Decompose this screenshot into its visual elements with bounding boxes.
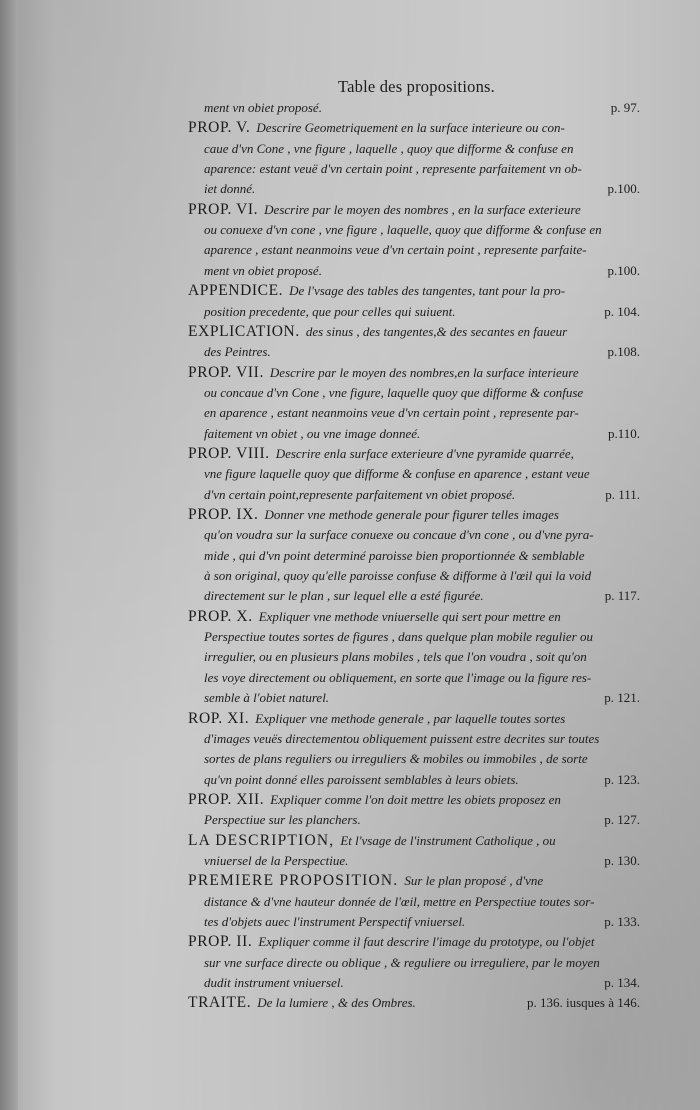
proposition-label: PREMIERE PROPOSITION.	[188, 872, 399, 890]
line-text-group	[188, 749, 588, 769]
proposition-text-line	[188, 627, 640, 647]
proposition-text-line	[188, 688, 640, 708]
proposition-text: semble à l'obiet naturel.	[204, 690, 330, 706]
proposition-label: EXPLICATION.	[188, 322, 300, 340]
line-text-group	[188, 586, 484, 606]
line-text-group	[188, 770, 519, 790]
line-text-group	[188, 342, 271, 362]
proposition-text: Donner vne methode generale pour figurer telles images	[264, 507, 559, 522]
proposition-text: à son original, quoy qu'elle paroisse confuse & difforme à l'œil qui la void	[204, 568, 592, 584]
line-text-group	[188, 525, 594, 545]
line-text-group	[188, 383, 583, 403]
proposition-heading-line	[188, 831, 640, 851]
proposition-text: position precedente, que pour celles qui suiuent.	[204, 303, 456, 319]
proposition-text-line	[188, 139, 640, 159]
page-reference: p.100.	[607, 262, 640, 278]
page-reference: p. 121.	[604, 690, 640, 706]
proposition-text: Descrire enla surface exterieure d'vne pyramide quarrée,	[275, 445, 574, 461]
page-reference: p. 134.	[604, 975, 640, 991]
proposition-text: De la lumiere , & des Ombres.	[257, 995, 416, 1011]
proposition-text: Sur le plan proposé , d'vne	[404, 873, 544, 889]
line-text-group	[188, 790, 561, 810]
page-binding-shadow	[0, 0, 18, 1110]
line-text-group	[188, 464, 590, 484]
line-text-group	[188, 139, 573, 159]
line-text-group	[188, 932, 594, 952]
proposition-text: ment vn obiet proposé.	[204, 262, 322, 278]
page-reference: p. 97.	[610, 100, 640, 115]
page-reference: p. 133.	[604, 914, 640, 929]
line-text-group	[188, 485, 515, 505]
proposition-text: De l'vsage des tables des tangentes, tant pour la pro-	[289, 283, 566, 299]
line-text-group	[188, 892, 594, 912]
proposition-text: Perspectiue toutes sortes de figures , dans quelque plan mobile regulier ou	[204, 629, 593, 645]
proposition-heading-line	[188, 444, 640, 464]
proposition-text: d'vn certain point,represente parfaitement vn obiet proposé.	[204, 486, 516, 502]
proposition-text: sur vne surface directe ou oblique , & reguliere ou irreguliere, par le moyen	[204, 954, 600, 970]
proposition-text: des sinus , des tangentes,& des secantes en faueur	[305, 323, 568, 339]
proposition-text: Descrire par le moyen des nombres,en la surface interieure	[269, 364, 579, 380]
page-reference: p. 136. iusques à 146.	[526, 995, 640, 1011]
proposition-text-line	[188, 220, 640, 240]
page-reference: p. 104.	[604, 303, 640, 319]
proposition-text-line	[188, 647, 640, 667]
proposition-text: dudit instrument vniuersel.	[204, 975, 344, 991]
line-text-group	[188, 647, 587, 667]
line-text-group	[188, 566, 591, 586]
proposition-text: mide , qui d'vn point determiné paroisse bien proportionnée & semblable	[204, 547, 585, 563]
proposition-text-line	[188, 566, 640, 586]
proposition-text: Et l'vsage de l'instrument Catholique , ou	[340, 832, 556, 848]
line-text-group	[188, 424, 420, 444]
proposition-text: irregulier, ou en plusieurs plans mobiles , tels que l'on voudra , soit qu'on	[204, 649, 587, 665]
proposition-text-line	[188, 403, 640, 423]
line-text-group	[188, 118, 565, 138]
proposition-label: PROP. X.	[188, 607, 253, 625]
proposition-text: faitement vn obiet , ou vne image donneé.	[204, 425, 421, 441]
line-text-group	[188, 403, 579, 423]
proposition-text-line	[188, 770, 640, 790]
proposition-text-line	[188, 383, 640, 403]
proposition-label: PROP. VIII.	[188, 444, 270, 462]
proposition-label: PROP. IX.	[188, 506, 259, 523]
proposition-text: ou conuexe d'vn cone , vne figure , laquelle, quoy que difforme & confuse en	[204, 222, 602, 238]
page-reference: p. 111.	[605, 486, 640, 502]
proposition-text: Descrire Geometriquement en la surface interieure ou con-	[256, 120, 565, 136]
line-text-group	[188, 98, 322, 118]
proposition-text: vne figure laquelle quoy que difforme & confuse en aparence , estant veue	[204, 466, 590, 482]
proposition-text-line	[188, 179, 640, 199]
proposition-text-line	[188, 729, 640, 749]
line-text-group	[188, 831, 556, 851]
proposition-heading-line	[188, 993, 640, 1013]
proposition-text: ment vn obiet proposé.	[204, 100, 322, 115]
proposition-text: Expliquer comme l'on doit mettre les obiets proposez en	[270, 791, 561, 807]
line-text-group	[188, 851, 348, 871]
line-text-group	[188, 546, 585, 566]
proposition-text: sortes de plans reguliers ou irreguliers & mobiles ou immobiles , de sorte	[204, 751, 588, 767]
proposition-text: des Peintres.	[204, 344, 271, 360]
page-reference: p.108.	[607, 344, 640, 360]
proposition-text-line	[188, 261, 640, 281]
line-text-group	[188, 871, 543, 891]
proposition-text: Expliquer vne methode vniuerselle qui sert pour mettre en	[258, 608, 561, 624]
proposition-text: vniuersel de la Perspectiue.	[204, 852, 349, 868]
proposition-text-line	[188, 749, 640, 769]
proposition-text-line	[188, 302, 640, 322]
line-text-group	[188, 200, 581, 220]
proposition-heading-line	[188, 118, 640, 138]
proposition-heading-line	[188, 932, 640, 952]
proposition-heading-line	[188, 322, 640, 342]
line-text-group	[188, 179, 255, 199]
line-text-group	[188, 688, 329, 708]
proposition-text-line	[188, 546, 640, 566]
proposition-text: iet donné.	[204, 181, 256, 197]
proposition-text-line	[188, 586, 640, 606]
line-text-group	[188, 261, 322, 281]
proposition-text-line	[188, 851, 640, 871]
proposition-label: LA DESCRIPTION,	[188, 831, 335, 849]
proposition-heading-line	[188, 871, 640, 891]
proposition-label: PROP. V.	[188, 119, 251, 137]
line-text-group	[188, 627, 593, 647]
page-reference: p. 130.	[604, 852, 640, 868]
line-text-group	[188, 993, 416, 1013]
line-text-group	[188, 709, 565, 729]
proposition-label: PROP. VII.	[188, 363, 264, 381]
proposition-text: qu'on voudra sur la surface conuexe ou concaue d'vn cone , ou d'vne pyra-	[204, 527, 594, 543]
proposition-text: Expliquer comme il faut descrire l'image du prototype, ou l'objet	[258, 934, 595, 950]
proposition-text-line	[188, 342, 640, 362]
proposition-text-line	[188, 424, 640, 444]
line-text-group	[188, 953, 600, 973]
proposition-text: les voye directement ou obliquement, en sorte que l'image ou la figure res-	[204, 669, 592, 685]
line-text-group	[188, 607, 561, 627]
proposition-text: aparence , estant neanmoins veue d'vn certain point , represente parfaite-	[204, 242, 587, 258]
proposition-label: APPENDICE.	[188, 282, 284, 300]
proposition-text: en aparence , estant neanmoins veue d'vn certain point , represente par-	[204, 405, 579, 421]
proposition-label: PROP. II.	[188, 933, 253, 951]
line-text-group	[188, 322, 567, 342]
proposition-text-line	[188, 973, 640, 993]
proposition-heading-line	[188, 709, 640, 729]
page-reference: p. 123.	[604, 771, 640, 787]
line-text-group	[188, 505, 559, 525]
proposition-text: directement sur le plan , sur lequel elle a esté figurée.	[204, 588, 484, 604]
line-text-group	[188, 668, 591, 688]
page-reference: p. 127.	[604, 812, 640, 828]
line-text-group	[188, 302, 456, 322]
proposition-heading-line	[188, 363, 640, 383]
proposition-heading-line	[188, 607, 640, 627]
line-text-group	[188, 159, 582, 179]
proposition-heading-line	[188, 505, 640, 525]
proposition-label: PROP. XII.	[188, 790, 265, 808]
proposition-text-line	[188, 525, 640, 545]
line-text-group	[188, 810, 361, 830]
proposition-text-line	[188, 810, 640, 830]
proposition-text-line	[188, 668, 640, 688]
line-text-group	[188, 973, 344, 993]
proposition-label: PROP. VI.	[188, 200, 259, 218]
page-reference: p.100.	[607, 181, 640, 197]
proposition-text-line	[188, 892, 640, 912]
proposition-text-line	[188, 464, 640, 484]
line-text-group	[188, 363, 579, 383]
proposition-heading-line	[188, 200, 640, 220]
line-text-group	[188, 912, 465, 932]
proposition-text: tes d'objets auec l'instrument Perspectif vniuersel.	[204, 914, 466, 929]
proposition-heading-line	[188, 281, 640, 301]
proposition-text-line	[188, 485, 640, 505]
proposition-text-line	[188, 240, 640, 260]
page-reference: p. 117.	[604, 588, 640, 604]
proposition-text-line	[188, 912, 640, 932]
proposition-text: ou concaue d'vn Cone , vne figure, laquelle quoy que difforme & confuse	[204, 384, 584, 400]
line-text-group	[188, 220, 602, 240]
page-reference: p.110.	[607, 425, 640, 441]
line-text-group	[188, 240, 587, 260]
proposition-text: Expliquer vne methode generale , par laquelle toutes sortes	[255, 710, 566, 726]
proposition-text: caue d'vn Cone , vne figure , laquelle , quoy que difforme & confuse en	[204, 140, 574, 156]
proposition-text: d'images veuës directementou obliquement puissent estre decrites sur toutes	[204, 730, 600, 746]
line-text-group	[188, 729, 599, 749]
proposition-text-line	[188, 98, 640, 118]
table-of-propositions	[188, 0, 648, 1110]
proposition-heading-line	[188, 790, 640, 810]
proposition-label: TRAITE.	[188, 994, 252, 1012]
proposition-text: qu'vn point donné elles paroissent semblables à leurs obiets.	[204, 771, 519, 787]
line-text-group	[188, 444, 574, 464]
proposition-text: Descrire par le moyen des nombres , en la surface exterieure	[264, 201, 581, 217]
proposition-text: aparence: estant veuë d'vn certain point , represente parfaitement vn ob-	[204, 161, 582, 177]
proposition-text-line	[188, 159, 640, 179]
proposition-text: distance & d'vne hauteur donnée de l'œil, mettre en Perspectiue toutes sor-	[204, 893, 595, 909]
proposition-text: Perspectiue sur les planchers.	[204, 812, 361, 828]
line-text-group	[188, 281, 565, 301]
proposition-label: ROP. XI.	[188, 709, 250, 727]
running-header: Table des propositions.	[338, 77, 495, 96]
proposition-text-line	[188, 953, 640, 973]
